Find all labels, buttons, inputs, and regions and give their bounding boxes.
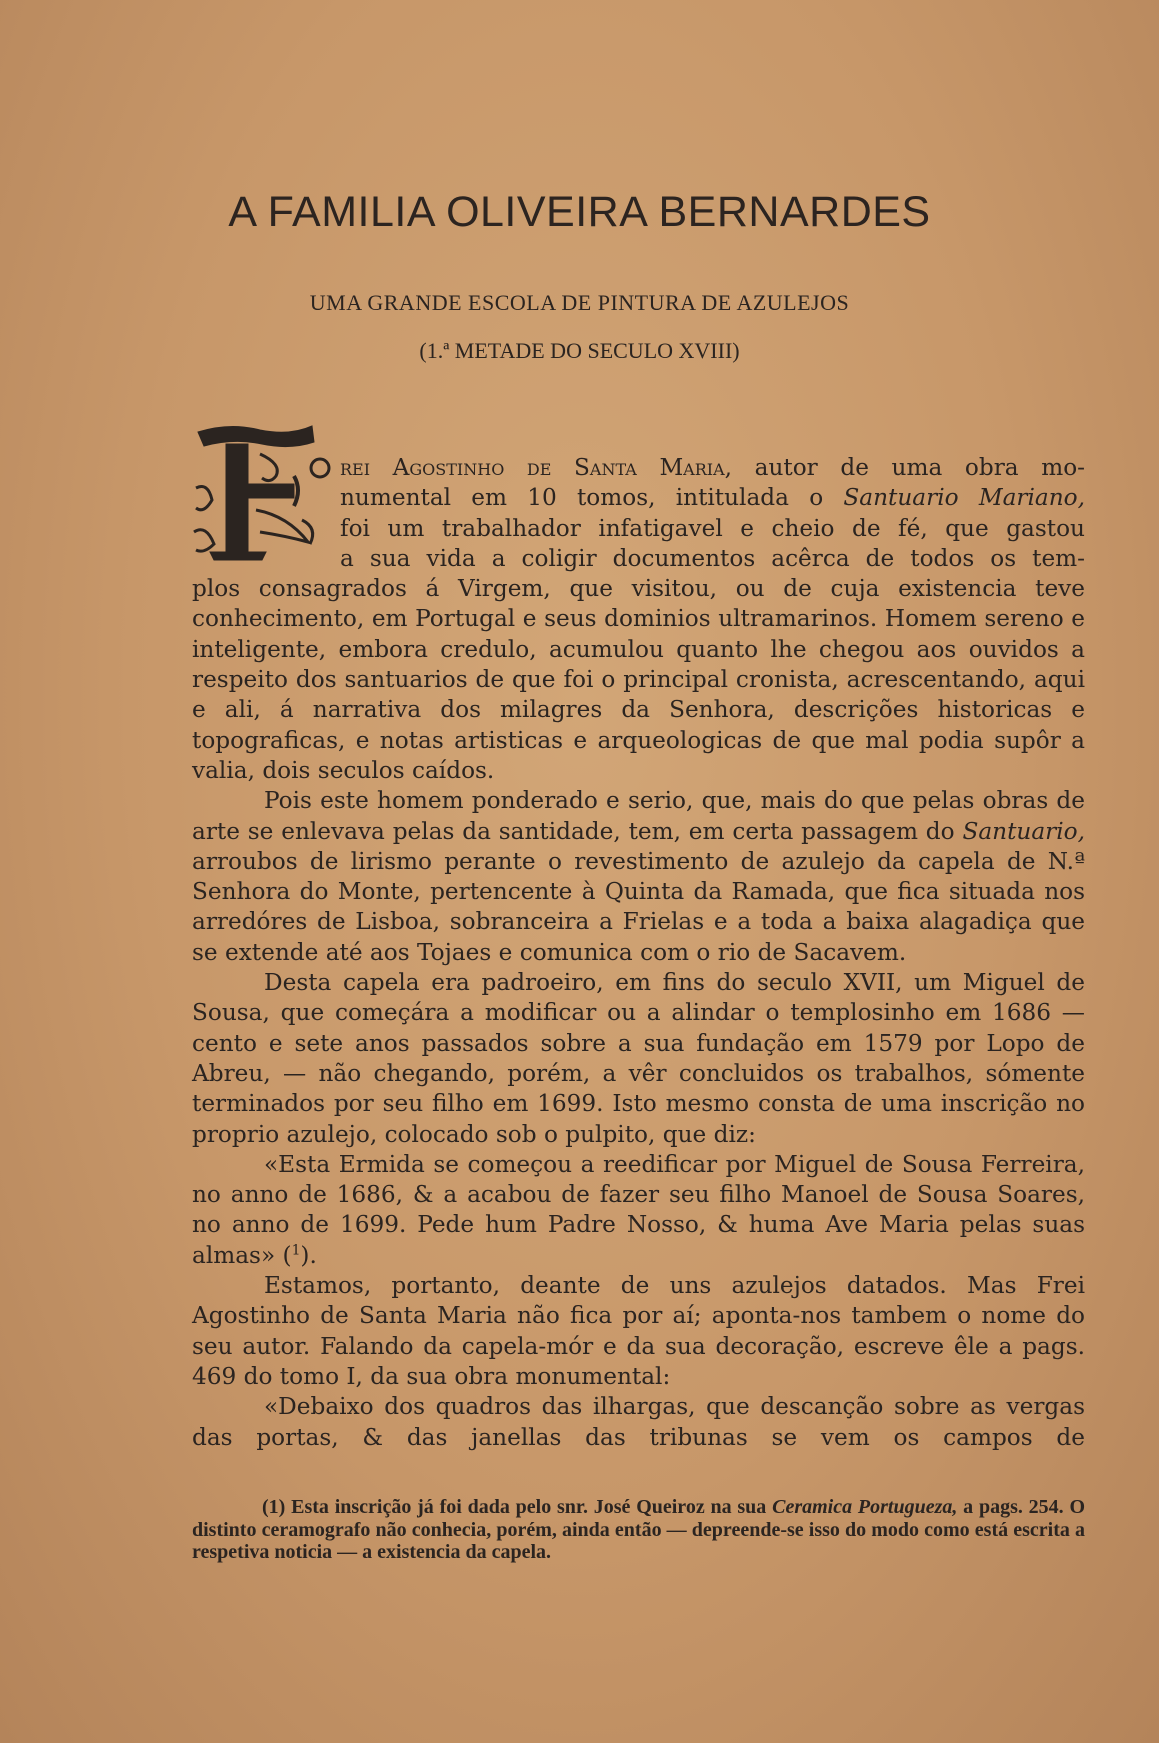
footnote-mark: (1)	[262, 1496, 286, 1518]
paragraph-2: Pois este homem ponderado e serio, que, mais do que pelas obras de arte se enlevava pelas da santidade, tem, em certa passagem do Santuario, arroubos de lirismo perante o revestimento de azulejo da capela de N.ª Senhora do Monte, pertencente à Quinta da Ramada, que fica situada nos arredóres de Lisboa, sobranceira a Frielas e a toda a baixa alagadiça que se extende até aos Tojaes e comunica com o rio de Sacavem.	[192, 787, 1085, 966]
book-title: Santuario Mariano,	[843, 484, 1085, 512]
paragraph-4-quote: «Esta Ermida se começou a reedificar por Miguel de Sousa Ferreira, no anno de 1686, & a acabou de fazer seu filho Manoel de Sousa Soares, no anno de 1699. Pede hum Padre Nosso, & huma Ave Maria pelas suas almas» ($^1$).	[192, 1150, 1085, 1269]
opening-name: rei Agostinho de Santa Maria,	[340, 454, 733, 481]
paragraph-6-quote: «Debaixo dos quadros das ilhargas, que descanção sobre as vergas das portas, & das janellas das tribunas se vem os campos de	[192, 1393, 1085, 1451]
period-heading: (1.ª METADE DO SECULO XVIII)	[419, 338, 740, 363]
footnote-ref: 1	[291, 1241, 301, 1258]
footnote: (1) Esta inscrição já foi dada pelo snr. José Queiroz na sua Ceramica Portugueza, a pags. 254. O distinto ceramografo não conhecia, porém, ainda então — depreende-se isso do modo como está escrita a respetiva noticia — a existencia da capela.	[192, 1496, 1085, 1563]
paragraph-5: Estamos, portanto, deante de uns azulejos datados. Mas Frei Agostinho de Santa Maria não fica por aí; aponta-nos tambem o nome do seu autor. Falando da capela-mór e da sua decoração, escreve êle a pags. 469 do tomo I, da sua obra monumental:	[192, 1272, 1085, 1390]
paragraph-3: Desta capela era padroeiro, em fins do seculo XVII, um Miguel de Sousa, que começára a modificar ou a alindar o templosinho em 1686 — cento e sete anos passados sobre a sua fundação em 1579 por Lopo de Abreu, — não chegando, porém, a vêr concluidos os trabalhos, sómente terminados por seu filho em 1699. Isto mesmo consta de uma inscrição no proprio azulejo, colocado sob o pulpito, que diz:	[192, 969, 1085, 1148]
paragraph-1-rest: plos consagrados á Virgem, que visitou, ou de cuja existencia teve conhecimento, em Portugal e seus dominios ultramarinos. Homem sereno e inteligente, embora credulo, acumulou quanto lhe chegou aos ouvidos a respeito dos santuarios de que foi o principal cronista, acrescentando, aqui e ali, á narrativa dos milagres da Senhora, descrições historicas e topograficas, e notas artisticas e arqueologicas de que mal podia supôr a valia, dois seculos caídos.	[192, 575, 1085, 784]
page-title: A FAMILIA OLIVEIRA BERNARDES	[228, 188, 931, 236]
paragraph-1-line-4: a sua vida a coligir documentos acêrca de todos os tem-	[340, 544, 1085, 572]
paragraph-1-line-2: numental em 10 tomos, intitulada o Santuario Mariano,	[340, 484, 1085, 512]
paragraph-1-line-1: rei Agostinho de Santa Maria, autor de uma obra mo-	[340, 454, 1085, 481]
article-body	[192, 453, 1085, 1453]
paragraph-1-line-3: foi um trabalhador infatigavel e cheio de fé, que gastou	[340, 514, 1085, 542]
subtitle: UMA GRANDE ESCOLA DE PINTURA DE AZULEJOS	[309, 290, 850, 315]
